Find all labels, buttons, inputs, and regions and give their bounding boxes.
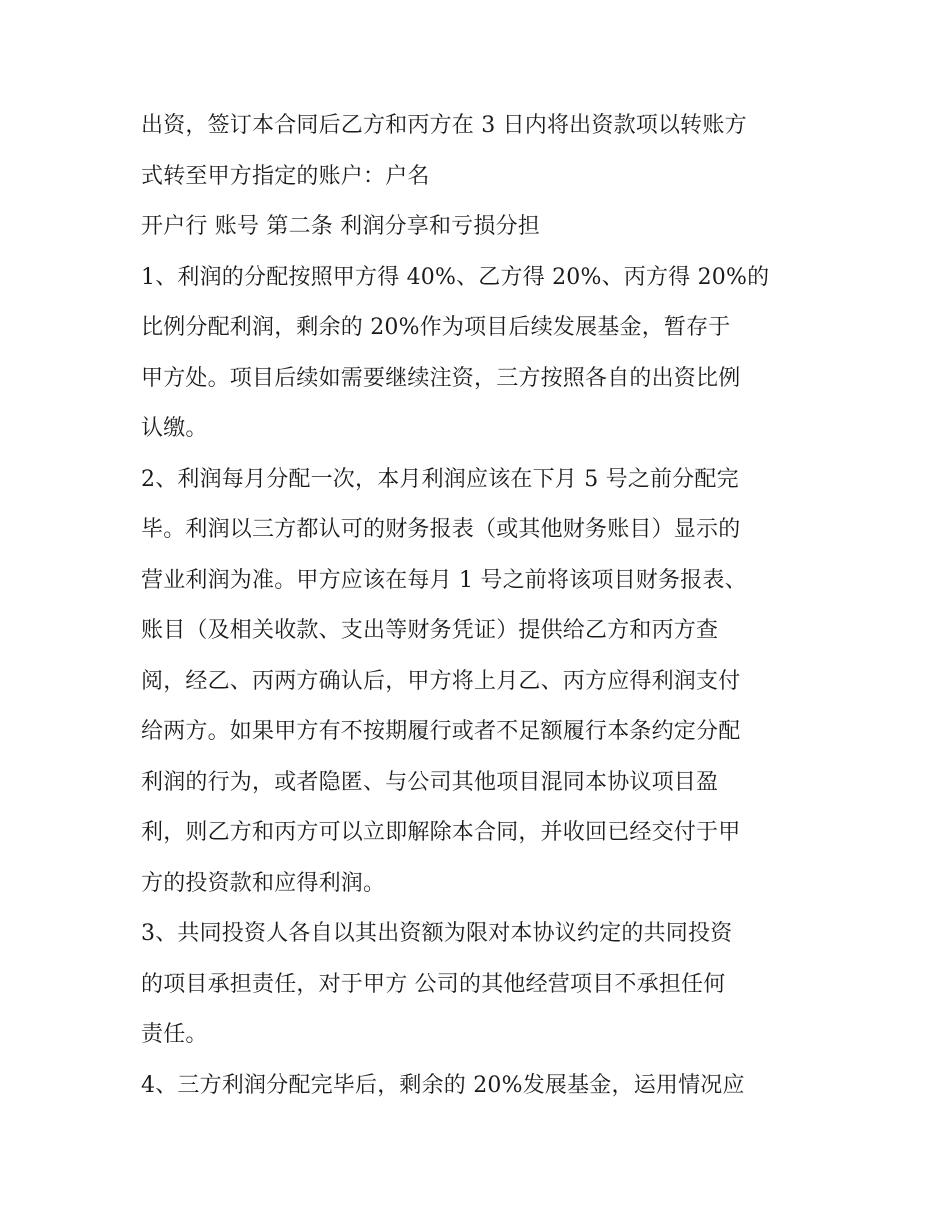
text-line: 阅，经乙、丙两方确认后，甲方将上月乙、丙方应得利润支付 bbox=[141, 668, 741, 694]
text-line: 毕。利润以三方都认可的财务报表（或其他财务账目）显示的 bbox=[141, 517, 741, 542]
text-line: 开户行 账号 第二条 利润分享和亏损分担 bbox=[141, 214, 540, 239]
text-line: 利润的行为，或者隐匿、与公司其他项目混同本协议项目盈 bbox=[141, 769, 719, 795]
text-line: 的项目承担责任，对于甲方 公司的其他经营项目不承担任何 bbox=[141, 971, 726, 997]
text-line: 3、共同投资人各自以其出资额为限对本协议约定的共同投资 bbox=[141, 921, 733, 946]
text-line: 营业利润为准。甲方应该在每月 1 号之前将该项目财务报表、 bbox=[141, 567, 747, 593]
text-line: 认缴。 bbox=[141, 416, 208, 441]
text-line: 给两方。如果甲方有不按期履行或者不足额履行本条约定分配 bbox=[141, 719, 741, 744]
text-line: 出资，签订本合同后乙方和丙方在 3 日内将出资款项以转账方 bbox=[141, 113, 747, 138]
text-line: 责任。 bbox=[141, 1022, 208, 1047]
text-line: 甲方处。项目后续如需要继续注资，三方按照各自的出资比例 bbox=[141, 365, 741, 391]
text-line: 4、三方利润分配完毕后，剩余的 20%发展基金，运用情况应 bbox=[141, 1072, 745, 1098]
text-line: 利，则乙方和丙方可以立即解除本合同，并收回已经交付于甲 bbox=[141, 820, 741, 845]
text-line: 方的投资款和应得利润。 bbox=[141, 870, 386, 896]
text-line: 2、利润每月分配一次，本月利润应该在下月 5 号之前分配完 bbox=[141, 466, 739, 492]
text-line: 1、利润的分配按照甲方得 40%、乙方得 20%、丙方得 20%的 bbox=[141, 264, 770, 290]
text-line: 账目（及相关收款、支出等财务凭证）提供给乙方和丙方查 bbox=[141, 618, 719, 643]
document-body bbox=[141, 101, 831, 1111]
text-line: 式转至甲方指定的账户：户名 bbox=[141, 163, 430, 189]
text-line: 比例分配利润，剩余的 20%作为项目后续发展基金，暂存于 bbox=[141, 315, 731, 340]
